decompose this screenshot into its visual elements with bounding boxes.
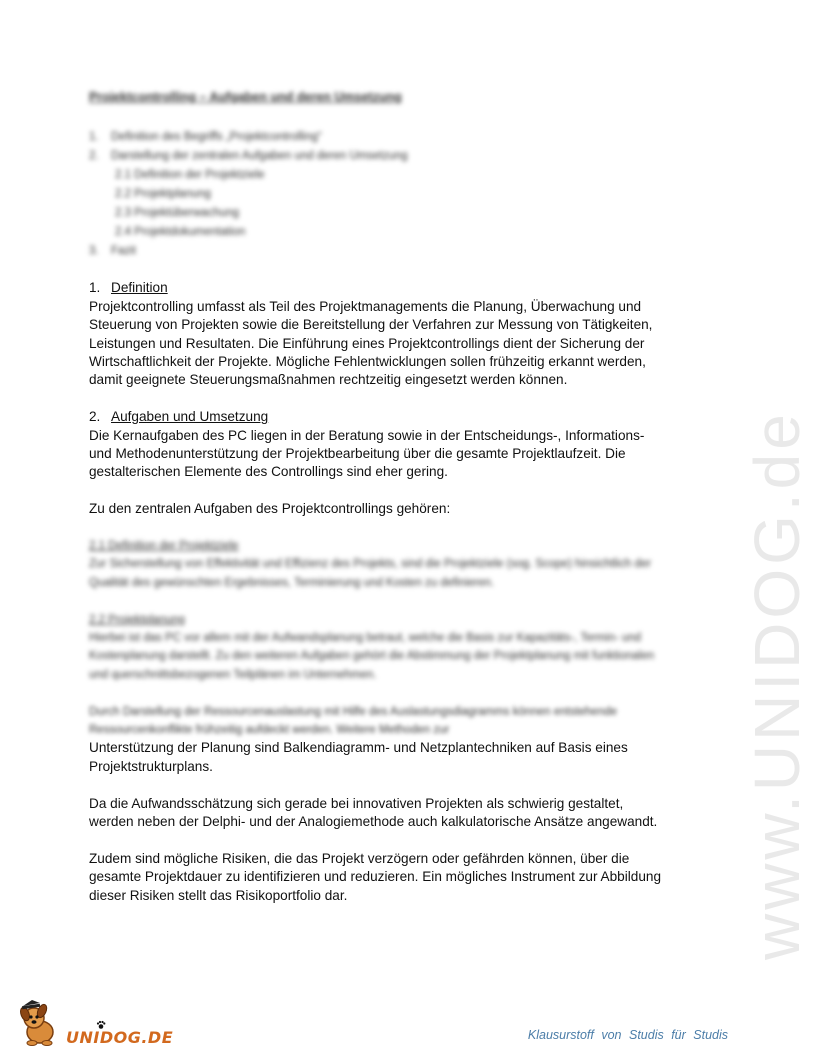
section-2-2-text4: Zudem sind mögliche Risiken, die das Projekt verzögern oder gefährden können, über die gesamte Projektdauer zu identifizieren und reduzieren. Ein mögliches Instrument zur Abbildung dieser Risiken stellt das Risikoportfolio dar. <box>89 850 662 903</box>
section-2-2-text3: Da die Aufwandsschätzung sich gerade bei innovativen Projekten als schwierig gestaltet, werden neben der Delphi- und der Analogiemethode auch kalkulatorische Ansätze angewandt. <box>89 795 658 830</box>
table-of-contents <box>89 128 669 261</box>
dog-mascot-icon <box>14 1000 64 1048</box>
section-2-intro: Zu den zentralen Aufgaben des Projektcontrollings gehören: <box>89 501 451 517</box>
section-2-2-heading: 2.2 Projektplanung <box>89 613 185 626</box>
section-2-2 <box>89 611 669 685</box>
section-2-text: Die Kernaufgaben des PC liegen in der Beratung sowie in der Entscheidungs-, Informations- und Methodenunterstützung der Projektbearbeitung über die gesamte Projektlaufzeit. Die gestalterischen Elemente des Controllings sind eher gering. <box>89 427 645 480</box>
document-title: Projektcontrolling – Aufgaben und deren Umsetzung <box>89 90 402 104</box>
unidog-logo[interactable] <box>14 1000 174 1050</box>
toc-item: 2. Darstellung der zentralen Aufgaben und deren Umsetzung <box>89 150 408 163</box>
section-2-2-text: Hierbei ist das PC vor allem mit der Aufwandsplanung betraut, welche die Basis zur Kapazitäts-, Termin- und Kostenplanung darstellt. Zu den weiteren Aufgaben gehört die Abstimmung der Projektplanung mit funktionalen und querschnittsbezogenen Teilplänen im Unternehmen. <box>89 632 655 681</box>
section-2-2-text2-blurred: Durch Darstellung der Ressourcenauslastung mit Hilfe des Auslastungsdiagramms können entstehende Ressourcenkonflikte frühzeitig aufdeckt werden. Weitere Methoden zur <box>89 705 618 737</box>
section-1-text: Projektcontrolling umfasst als Teil des Projektmanagements die Planung, Überwachung und Steuerung von Projekten sowie die Bereitstellung der Verfahren zur Messung von Tätigkeiten, Leistungen und Resultaten. Die Einführung eines Projektcontrollings dient der Sicherung der Wirtschaftlichkeit der Projekte. Mögliche Fehlentwicklungen sollen frühzeitig erkannt werden, damit geeignete Steuerungsmaßnahmen rechtzeitig eingesetzt werden können. <box>89 298 653 388</box>
toc-subitem: 2.3 Projektüberwachung <box>115 207 240 220</box>
section-2-1-text: Zur Sicherstellung von Effektivität und Effizienz des Projekts, sind die Projektziele (sog. Scope) hinsichtlich der Qualität des gewünschten Ergebnisses, Terminierung und Kosten zu definieren. <box>89 558 652 589</box>
section-2-1 <box>89 537 669 592</box>
section-2-heading: 2. Aufgaben und Umsetzung <box>89 409 269 425</box>
document-body <box>89 88 669 905</box>
footer-slogan: Klausurstoff von Studis für Studis <box>527 1028 728 1042</box>
section-2-2-text2: Unterstützung der Planung sind Balkendiagramm- und Netzplantechniken auf Basis eines Projektstrukturplans. <box>89 740 628 774</box>
toc-item: 1. Definition des Begriffs „Projektcontrolling“ <box>89 131 322 144</box>
section-1-heading: 1. Definition <box>89 280 168 296</box>
section-2-1-heading: 2.1 Definition der Projektziele <box>89 540 239 553</box>
toc-subitem: 2.2 Projektplanung <box>115 188 211 201</box>
toc-subitem: 2.4 Projektdokumentation <box>115 226 246 239</box>
toc-subitem: 2.1 Definition der Projektziele <box>115 169 265 182</box>
logo-text: UNIDOG.DE <box>66 1028 174 1047</box>
watermark: www.UNIDOG.de <box>741 410 813 960</box>
toc-item: 3. Fazit <box>89 245 136 258</box>
